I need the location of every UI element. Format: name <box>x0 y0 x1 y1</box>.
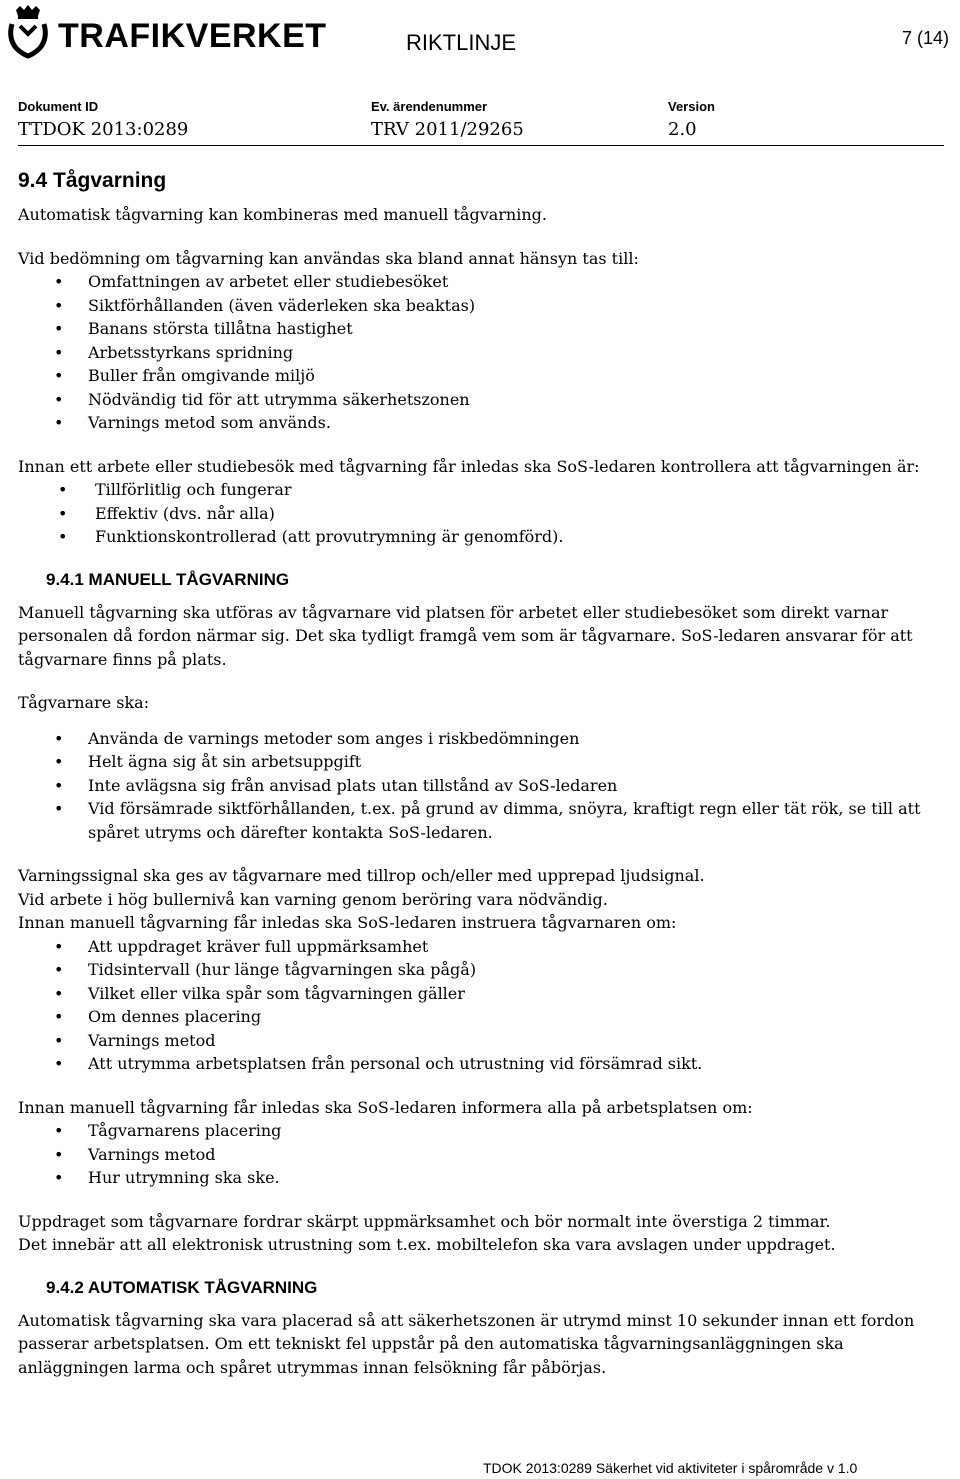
doc-id-label: Dokument ID <box>18 99 99 114</box>
duties-list <box>18 727 938 845</box>
list-item: • Tågvarnarens placering <box>18 1119 938 1143</box>
list-item: • Hur utrymning ska ske. <box>18 1166 938 1190</box>
logo-text: TRAFIKVERKET <box>58 16 327 55</box>
list-item: • Banans största tillåtna hastighet <box>18 317 938 341</box>
signal-line: Varningssignal ska ges av tågvarnare med tillrop och/eller med upprepad ljudsignal. <box>18 866 705 885</box>
list-item: • Att utrymma arbetsplatsen från personal och utrustning vid försämrad sikt. <box>18 1052 938 1076</box>
list-item: • Att uppdraget kräver full uppmärksamhet <box>18 935 938 959</box>
assessment-intro: Vid bedömning om tågvarning kan användas ska bland annat hänsyn tas till: <box>18 248 639 268</box>
instruct-intro: Innan manuell tågvarning får inledas ska SoS-ledaren instruera tågvarnaren om: <box>18 913 677 932</box>
automatic-section-title: 9.4.2 AUTOMATISK TÅGVARNING <box>46 1277 318 1297</box>
list-item: • Om dennes placering <box>18 1005 938 1029</box>
document-type: RIKTLINJE <box>406 30 517 55</box>
list-item: • Omfattningen av arbetet eller studiebesöket <box>18 270 938 294</box>
header-divider <box>18 145 944 146</box>
trafikverket-logo <box>4 4 327 60</box>
instruct-list <box>18 935 938 1076</box>
automatic-paragraph: Automatisk tågvarning ska vara placerad så att säkerhetszonen är utrymd minst 10 sekunder innan ett fordon passerar arbetsplatsen. Om ett tekniskt fel uppstår på den automatiska tågvarningsanläggningen ska anläggningen larma och spåret utrymmas innan felsökning får påbörjas. <box>18 1310 915 1377</box>
duties-intro: Tågvarnare ska: <box>18 693 150 712</box>
list-item: • Siktförhållanden (även väderleken ska beaktas) <box>18 294 938 318</box>
list-item: • Inte avlägsna sig från anvisad plats utan tillstånd av SoS-ledaren <box>18 774 938 798</box>
list-item: • Effektiv (dvs. når alla) <box>18 502 938 526</box>
list-item: • Funktionskontrollerad (att provutrymning är genomförd). <box>18 525 938 549</box>
section-title: 9.4 Tågvarning <box>18 169 167 192</box>
list-item: • Vid försämrade siktförhållanden, t.ex. på grund av dimma, snöyra, kraftigt regn eller tät rök, se till att spåret utryms och därefter kontakta SoS-ledaren. <box>18 797 938 844</box>
document-body <box>18 168 938 1379</box>
list-item: • Varnings metod <box>18 1029 938 1053</box>
list-item: • Vilket eller vilka spår som tågvarningen gäller <box>18 982 938 1006</box>
list-item: • Varnings metod som används. <box>18 411 938 435</box>
list-item: • Arbetsstyrkans spridning <box>18 341 938 365</box>
manual-paragraph: Manuell tågvarning ska utföras av tågvarnare vid platsen för arbetet eller studiebesöket som direkt varnar personalen då fordon närmar sig. Det ska tydligt framgå vem som är tågvarnare. SoS-ledaren ansvarar för att tågvarnare finns på plats. <box>18 602 913 669</box>
limit-line: Det innebär att all elektronisk utrustning som t.ex. mobiltelefon ska vara avslagen under uppdraget. <box>18 1235 836 1254</box>
version-label: Version <box>668 99 715 114</box>
version-value: 2.0 <box>668 119 697 140</box>
control-list <box>18 478 938 549</box>
case-number-value: TRV 2011/29265 <box>371 119 524 140</box>
doc-id-value: TTDOK 2013:0289 <box>18 119 189 140</box>
manual-section-title: 9.4.1 MANUELL TÅGVARNING <box>46 569 290 589</box>
assessment-list <box>18 270 938 435</box>
list-item: • Använda de varnings metoder som anges i riskbedömningen <box>18 727 938 751</box>
control-intro: Innan ett arbete eller studiebesök med tågvarning får inledas ska SoS-ledaren kontrollera att tågvarningen är: <box>18 456 920 476</box>
list-item: • Tillförlitlig och fungerar <box>18 478 938 502</box>
page-number: 7 (14) <box>902 28 950 48</box>
list-item: • Helt ägna sig åt sin arbetsuppgift <box>18 750 938 774</box>
limit-line: Uppdraget som tågvarnare fordrar skärpt uppmärksamhet och bör normalt inte överstiga 2 timmar. <box>18 1211 831 1231</box>
section-intro: Automatisk tågvarning kan kombineras med manuell tågvarning. <box>18 205 547 224</box>
list-item: • Nödvändig tid för att utrymma säkerhetszonen <box>18 388 938 412</box>
list-item: • Buller från omgivande miljö <box>18 364 938 388</box>
case-number-label: Ev. ärendenummer <box>371 99 488 114</box>
signal-line: Vid arbete i hög bullernivå kan varning genom beröring vara nödvändig. <box>18 889 608 909</box>
inform-list <box>18 1119 938 1190</box>
page-footer: TDOK 2013:0289 Säkerhet vid aktiviteter i spårområde v 1.0 <box>483 1460 858 1476</box>
list-item: • Tidsintervall (hur länge tågvarningen ska pågå) <box>18 958 938 982</box>
list-item: • Varnings metod <box>18 1143 938 1167</box>
crown-crest-icon <box>4 4 52 60</box>
inform-intro: Innan manuell tågvarning får inledas ska SoS-ledaren informera alla på arbetsplatsen om: <box>18 1097 753 1117</box>
